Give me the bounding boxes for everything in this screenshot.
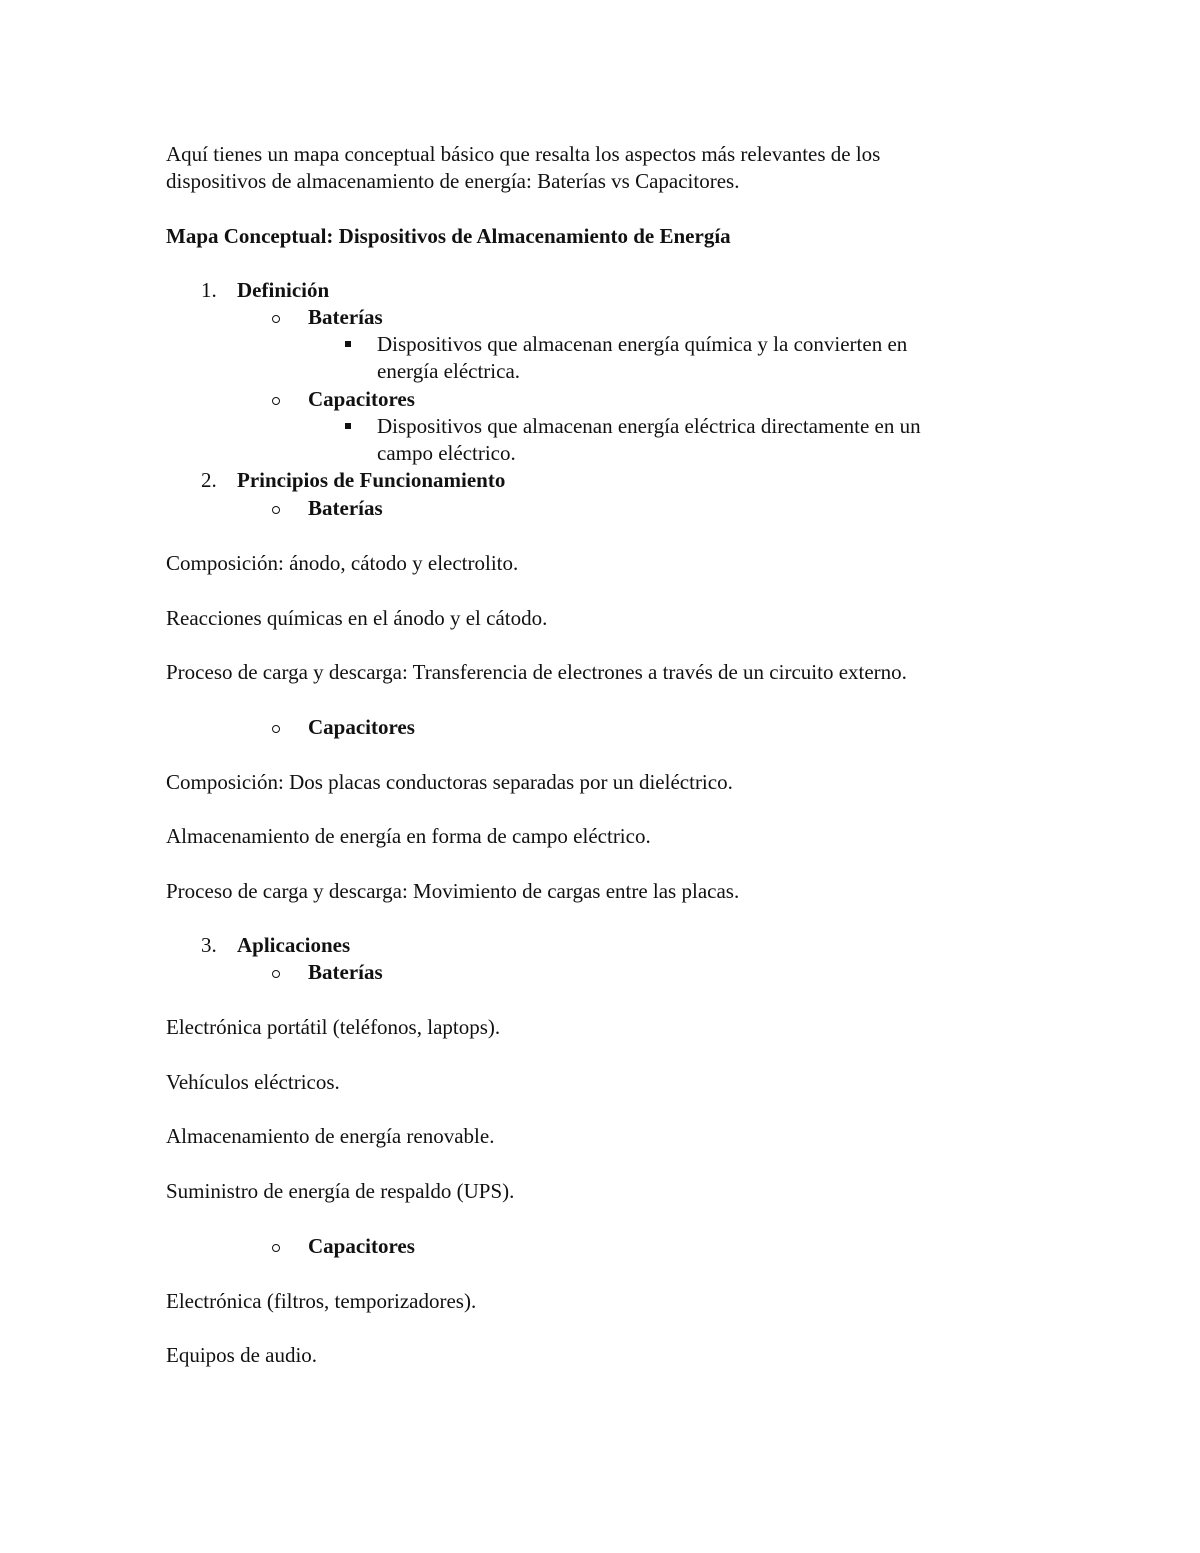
s2-capacitores-label: Capacitores	[308, 715, 415, 739]
s1-baterias-desc-1: Dispositivos que almacenan energía química y la convierten en	[377, 332, 908, 356]
s1-capacitores-desc-1: Dispositivos que almacenan energía eléctrica directamente en un	[377, 414, 921, 438]
s3-baterias-label: Baterías	[308, 960, 383, 984]
section-2-heading: Principios de Funcionamiento	[237, 468, 506, 492]
intro-line-2: dispositivos de almacenamiento de energía: Baterías vs Capacitores.	[166, 169, 740, 193]
hollow-bullet-icon	[272, 1244, 280, 1252]
section-2-number: 2.	[201, 468, 217, 492]
s2-capacitores-para-2: Almacenamiento de energía en forma de campo eléctrico.	[166, 824, 651, 848]
s1-capacitores-desc-2: campo eléctrico.	[377, 441, 516, 465]
s3-capacitores-para-2: Equipos de audio.	[166, 1343, 318, 1367]
section-1-number: 1.	[201, 278, 217, 302]
hollow-bullet-icon	[272, 725, 280, 733]
s1-baterias-label: Baterías	[308, 305, 383, 329]
s2-capacitores-para-3: Proceso de carga y descarga: Movimiento de cargas entre las placas.	[166, 879, 740, 903]
s3-capacitores-para-1: Electrónica (filtros, temporizadores).	[166, 1289, 477, 1313]
document-title: Mapa Conceptual: Dispositivos de Almacenamiento de Energía	[166, 224, 731, 248]
s3-baterias-para-3: Almacenamiento de energía renovable.	[166, 1124, 495, 1148]
s3-capacitores-label: Capacitores	[308, 1234, 415, 1258]
square-bullet-icon	[345, 423, 351, 429]
hollow-bullet-icon	[272, 970, 280, 978]
section-3-number: 3.	[201, 933, 217, 957]
s3-baterias-para-4: Suministro de energía de respaldo (UPS).	[166, 1179, 515, 1203]
square-bullet-icon	[345, 341, 351, 347]
section-3-heading: Aplicaciones	[237, 933, 351, 957]
s1-baterias-desc-2: energía eléctrica.	[377, 359, 521, 383]
intro-line-1: Aquí tienes un mapa conceptual básico que resalta los aspectos más relevantes de los	[166, 142, 881, 166]
s2-baterias-para-1: Composición: ánodo, cátodo y electrolito.	[166, 551, 519, 575]
hollow-bullet-icon	[272, 315, 280, 323]
hollow-bullet-icon	[272, 397, 280, 405]
s2-baterias-para-2: Reacciones químicas en el ánodo y el cátodo.	[166, 606, 548, 630]
s3-baterias-para-2: Vehículos eléctricos.	[166, 1070, 340, 1094]
section-1-heading: Definición	[237, 278, 330, 302]
s3-baterias-para-1: Electrónica portátil (teléfonos, laptops).	[166, 1015, 501, 1039]
s1-capacitores-label: Capacitores	[308, 387, 415, 411]
hollow-bullet-icon	[272, 506, 280, 514]
s2-capacitores-para-1: Composición: Dos placas conductoras separadas por un dieléctrico.	[166, 770, 733, 794]
s2-baterias-para-3: Proceso de carga y descarga: Transferencia de electrones a través de un circuito externo.	[166, 660, 907, 684]
s2-baterias-label: Baterías	[308, 496, 383, 520]
